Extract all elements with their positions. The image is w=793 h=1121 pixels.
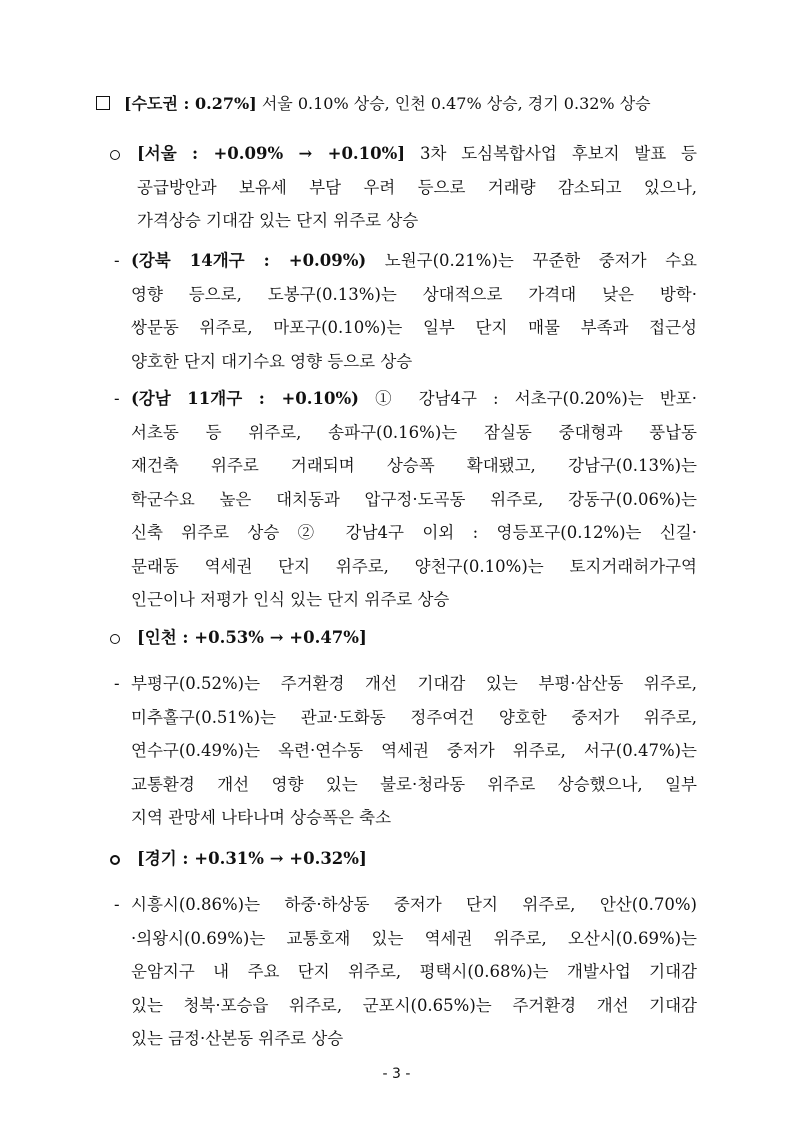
gyeonggi-line-1: 시흥시(0.86%)는 하중·하상동 중저가 단지 위주로, 안산(0.70%): [131, 895, 697, 914]
gangnam-line-3: 재건축 위주로 거래되며 상승폭 확대됐고, 강남구(0.13%)는: [131, 456, 697, 475]
gangbuk-line-4: 양호한 단지 대기수요 영향 등으로 상승: [131, 351, 413, 371]
gyeonggi-heading: [경기 : +0.31% → +0.32%]: [137, 849, 367, 868]
incheon-line-5: 지역 관망세 나타나며 상승폭은 축소: [131, 808, 392, 827]
square-bullet-icon: [96, 96, 110, 110]
seoul-section: [137, 137, 697, 238]
page-number: - 3 -: [382, 1066, 411, 1082]
metro-summary: 서울 0.10% 상승, 인천 0.47% 상승, 경기 0.32% 상승: [256, 94, 651, 113]
metro-heading: [수도권 : 0.27%]: [124, 94, 257, 113]
gangbuk-line-2: 영향 등으로, 도봉구(0.13%)는 상대적으로 가격대 낮은 방학·: [131, 284, 697, 304]
gangnam-line-5: 신축 위주로 상승 ② 강남4구 이외 : 영등포구(0.12%)는 신길·: [131, 523, 697, 542]
gangnam-line-1: ① 강남4구 : 서초구(0.20%)는 반포·: [358, 389, 697, 408]
dash-bullet: -: [114, 251, 120, 270]
gyeonggi-line-2: ·의왕시(0.69%)는 교통호재 있는 역세권 위주로, 오산시(0.69%)는: [131, 928, 697, 948]
gyeonggi-heading-block: [137, 842, 367, 876]
gangnam-heading: (강남 11개구 : +0.10%): [131, 389, 359, 408]
gangbuk-line-3: 쌍문동 위주로, 마포구(0.10%)는 일부 단지 매물 부족과 접근성: [131, 318, 697, 337]
seoul-line-2: 공급방안과 보유세 부담 우려 등으로 거래량 감소되고 있으나,: [137, 177, 697, 197]
circle-bullet-icon: [110, 855, 120, 865]
incheon-line-4: 교통환경 개선 영향 있는 불로·청라동 위주로 상승했으나, 일부: [131, 774, 697, 794]
incheon-heading-block: [137, 621, 367, 655]
gyeonggi-line-3: 운암지구 내 주요 단지 위주로, 평택시(0.68%)는 개발사업 기대감: [131, 962, 697, 981]
seoul-line-1: 3차 도심복합사업 후보지 발표 등: [405, 144, 697, 163]
dash-bullet: -: [114, 674, 120, 693]
dash-bullet: -: [114, 895, 120, 914]
gangnam-line-7: 인근이나 저평가 인식 있는 단지 위주로 상승: [131, 590, 450, 609]
seoul-line-3: 가격상승 기대감 있는 단지 위주로 상승: [137, 211, 419, 230]
seoul-heading: [서울 : +0.09% → +0.10%]: [137, 144, 406, 163]
gangnam-line-2: 서초동 등 위주로, 송파구(0.16%)는 잠실동 중대형과 풍납동: [131, 422, 697, 442]
metro-section: [124, 87, 651, 121]
incheon-line-3: 연수구(0.49%)는 옥련·연수동 역세권 중저가 위주로, 서구(0.47%)는: [131, 741, 697, 760]
gangbuk-section: [131, 244, 697, 378]
incheon-line-1: 부평구(0.52%)는 주거환경 개선 기대감 있는 부평·삼산동 위주로,: [131, 674, 697, 693]
gangbuk-line-1: 노원구(0.21%)는 꾸준한 중저가 수요: [366, 251, 697, 270]
gyeonggi-section: [131, 888, 697, 1056]
gangnam-line-4: 학군수요 높은 대치동과 압구정·도곡동 위주로, 강동구(0.06%)는: [131, 489, 697, 509]
incheon-section: [131, 667, 697, 835]
gangnam-section: [131, 382, 697, 617]
gangnam-line-6: 문래동 역세권 단지 위주로, 양천구(0.10%)는 토지거래허가구역: [131, 556, 697, 576]
circle-bullet-icon: [110, 150, 120, 160]
circle-bullet-icon: [110, 634, 120, 644]
gyeonggi-line-4: 있는 청북·포승읍 위주로, 군포시(0.65%)는 주거환경 개선 기대감: [131, 995, 697, 1015]
incheon-line-2: 미추홀구(0.51%)는 관교·도화동 정주여건 양호한 중저가 위주로,: [131, 707, 697, 727]
gangbuk-heading: (강북 14개구 : +0.09%): [131, 251, 367, 270]
dash-bullet: -: [114, 389, 120, 408]
gyeonggi-line-5: 있는 금정·산본동 위주로 상승: [131, 1029, 344, 1048]
incheon-heading: [인천 : +0.53% → +0.47%]: [137, 628, 367, 647]
